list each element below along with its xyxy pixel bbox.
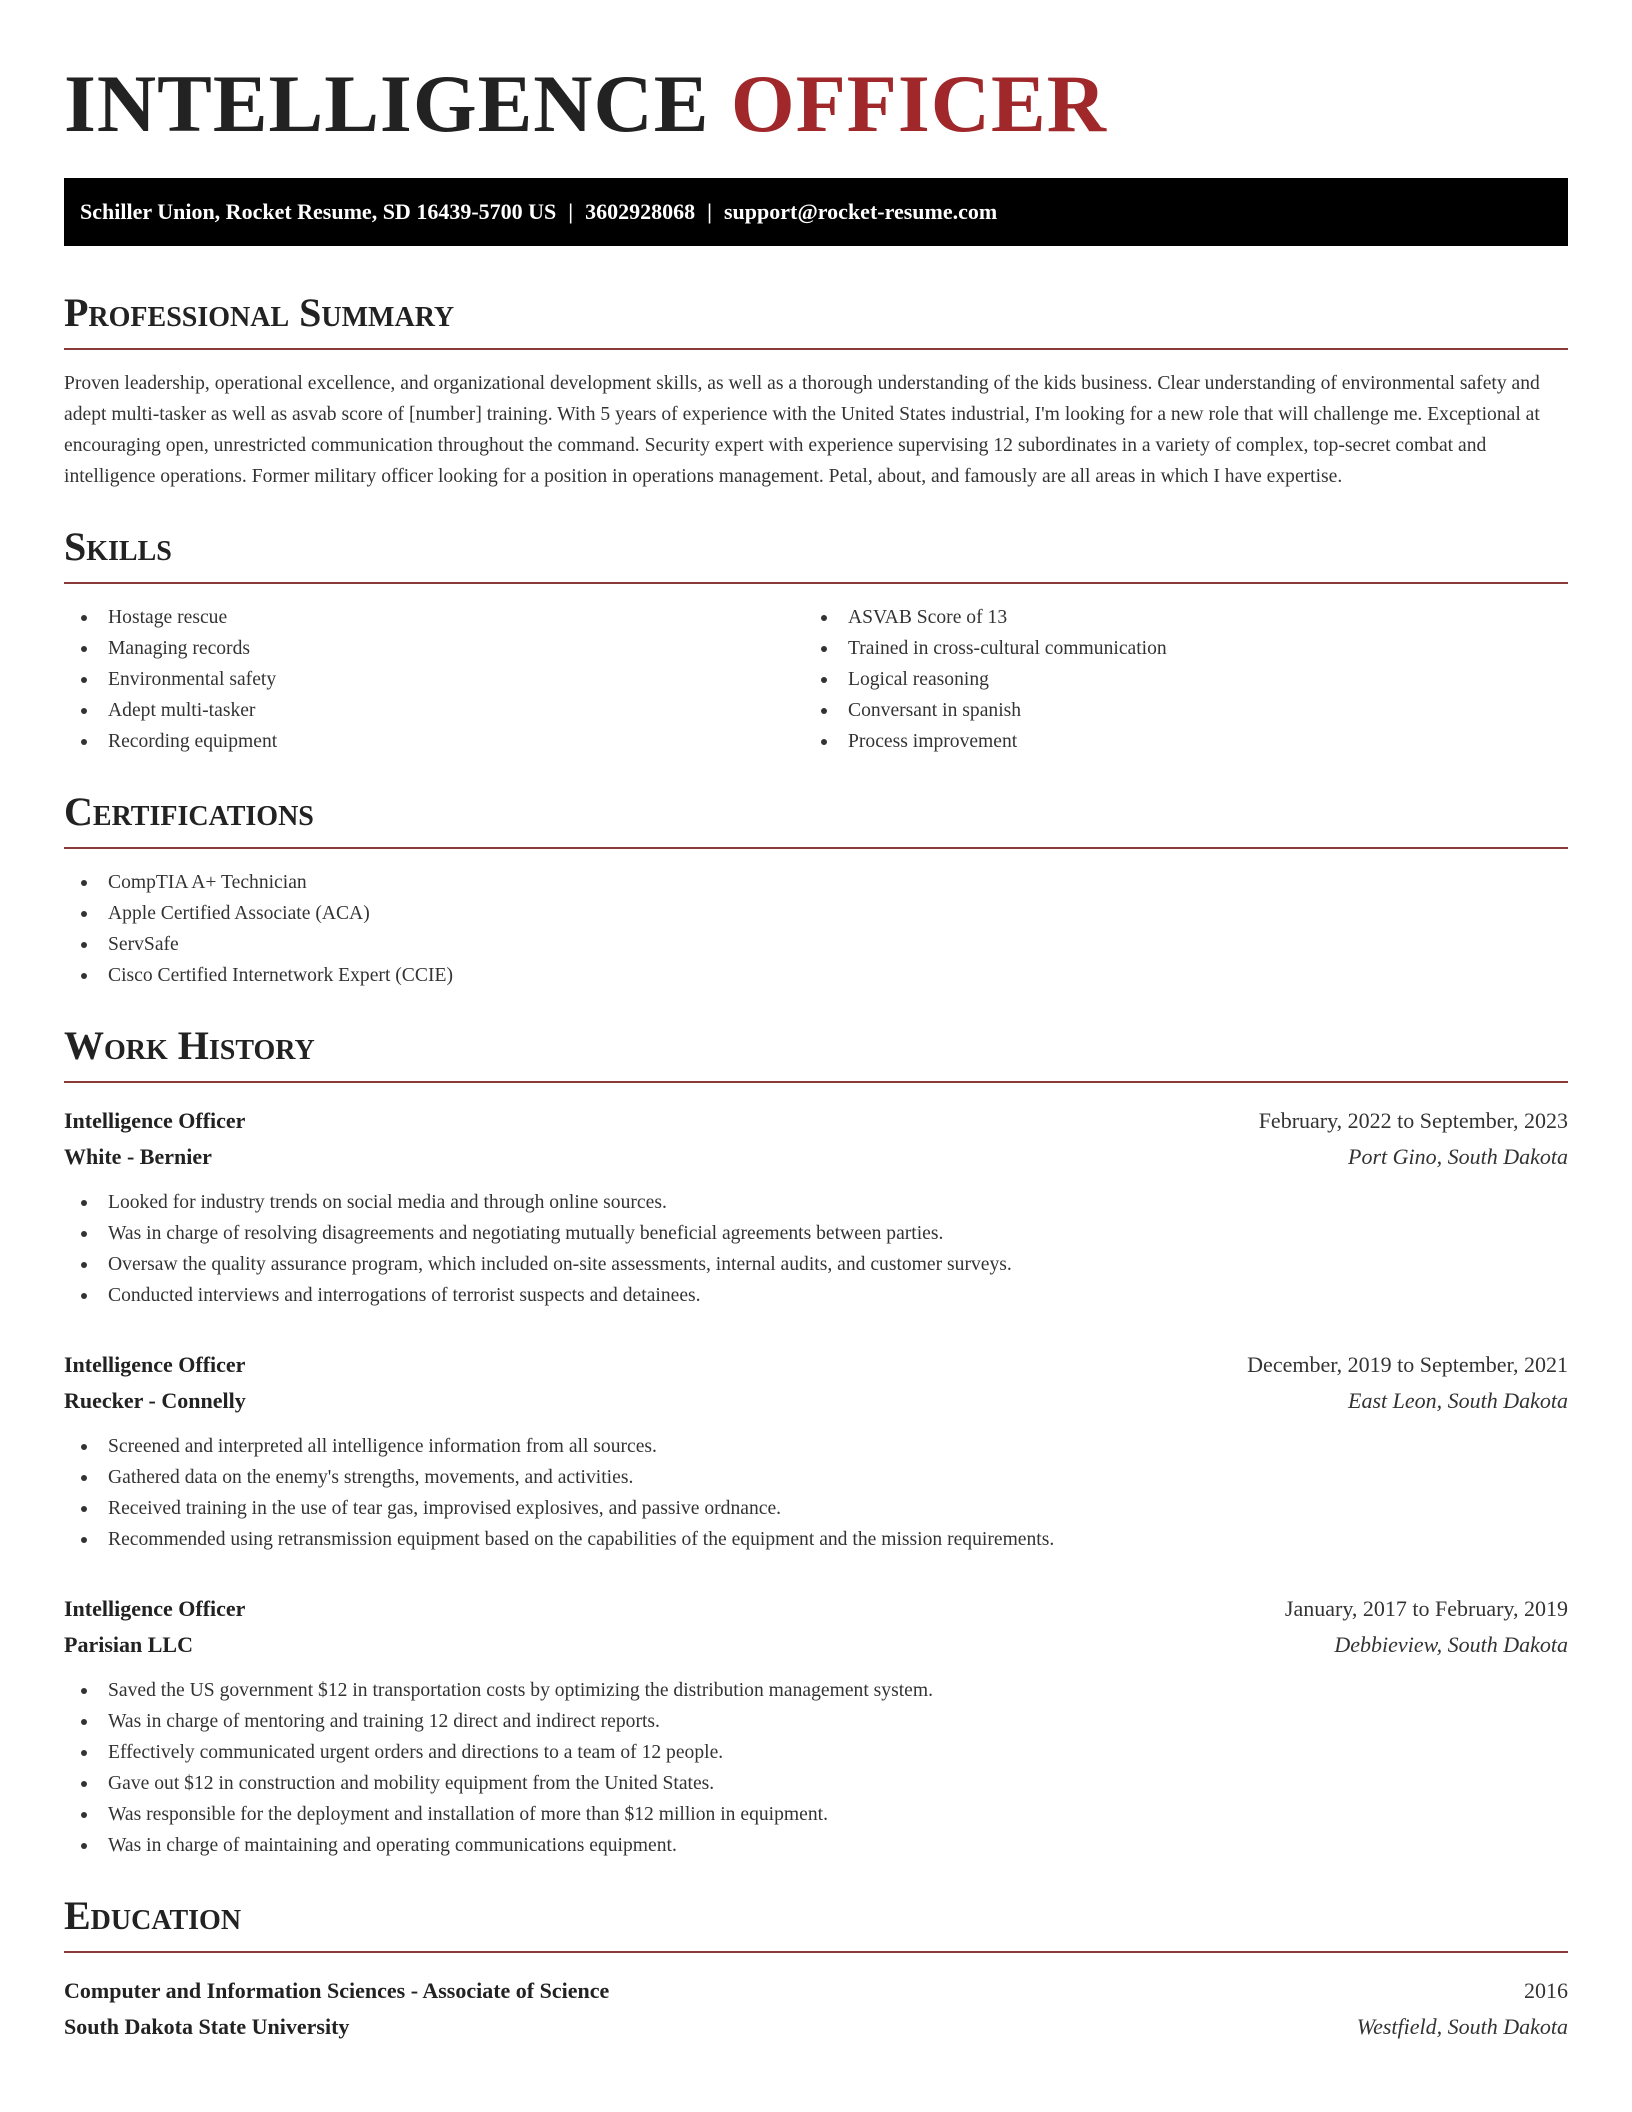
job-duty: Was in charge of mentoring and training 12 direct and indirect reports. — [64, 1706, 1568, 1737]
job-duty: Looked for industry trends on social media and through online sources. — [64, 1187, 1568, 1218]
job-duties — [64, 1187, 1568, 1311]
job-duty: Received training in the use of tear gas, improvised explosives, and passive ordnance. — [64, 1493, 1568, 1524]
job-title-row — [64, 1347, 1568, 1383]
job-title-row — [64, 1591, 1568, 1627]
job-duties — [64, 1675, 1568, 1861]
job-entry — [64, 1347, 1568, 1555]
job-duty: Gave out $12 in construction and mobility equipment from the United States. — [64, 1768, 1568, 1799]
certification-item: ServSafe — [64, 929, 1568, 960]
section-divider — [64, 582, 1568, 584]
contact-address: Schiller Union, Rocket Resume, SD 16439-5700 US — [80, 199, 557, 224]
job-company-row — [64, 1139, 1568, 1175]
section-divider — [64, 1951, 1568, 1953]
job-duty: Effectively communicated urgent orders and directions to a team of 12 people. — [64, 1737, 1568, 1768]
skill-item: Recording equipment — [64, 726, 804, 757]
job-location: Debbieview, South Dakota — [1334, 1632, 1568, 1657]
summary-heading: Professional Summary — [64, 290, 455, 335]
skill-item: Logical reasoning — [804, 664, 1544, 695]
job-dates: February, 2022 to September, 2023 — [1258, 1108, 1568, 1133]
job-duty: Was responsible for the deployment and installation of more than $12 million in equipment. — [64, 1799, 1568, 1830]
skills-list-left — [64, 602, 804, 757]
skills-grid — [64, 602, 1568, 757]
title-accent: OFFICER — [730, 58, 1107, 149]
resume-page — [64, 0, 1568, 2045]
page-title — [64, 58, 1568, 150]
section-divider — [64, 1081, 1568, 1083]
skill-item: Process improvement — [804, 726, 1544, 757]
job-duty: Recommended using retransmission equipment based on the capabilities of the equipment and the mission requirements. — [64, 1524, 1568, 1555]
job-entry — [64, 1103, 1568, 1311]
job-duty: Screened and interpreted all intelligence information from all sources. — [64, 1431, 1568, 1462]
education-year: 2016 — [1524, 1978, 1568, 2003]
title-main: INTELLIGENCE — [64, 58, 710, 149]
skill-item: Environmental safety — [64, 664, 804, 695]
skill-item: Trained in cross-cultural communication — [804, 633, 1544, 664]
job-duty: Was in charge of maintaining and operating communications equipment. — [64, 1830, 1568, 1861]
job-title: Intelligence Officer — [64, 1596, 246, 1621]
contact-phone[interactable]: 3602928068 — [585, 199, 696, 224]
section-divider — [64, 348, 1568, 350]
job-duties — [64, 1431, 1568, 1555]
job-duty: Gathered data on the enemy's strengths, movements, and activities. — [64, 1462, 1568, 1493]
job-title: Intelligence Officer — [64, 1108, 246, 1133]
skill-item: Hostage rescue — [64, 602, 804, 633]
job-entry — [64, 1591, 1568, 1861]
education-degree-row — [64, 1973, 1568, 2009]
education-heading: Education — [64, 1893, 242, 1938]
job-title: Intelligence Officer — [64, 1352, 246, 1377]
skill-item: ASVAB Score of 13 — [804, 602, 1544, 633]
certification-item: Cisco Certified Internetwork Expert (CCIE) — [64, 960, 1568, 991]
education-entry — [64, 1973, 1568, 2045]
skill-item: Managing records — [64, 633, 804, 664]
education-school-row — [64, 2009, 1568, 2045]
skills-heading: Skills — [64, 524, 172, 569]
contact-bar — [64, 178, 1568, 246]
job-title-row — [64, 1103, 1568, 1139]
contact-separator: | — [707, 199, 712, 224]
job-company-row — [64, 1383, 1568, 1419]
job-location: East Leon, South Dakota — [1348, 1388, 1568, 1413]
job-duty: Oversaw the quality assurance program, which included on-site assessments, internal audits, and customer surveys. — [64, 1249, 1568, 1280]
work-history-heading: Work History — [64, 1023, 315, 1068]
education-location: Westfield, South Dakota — [1356, 2014, 1568, 2039]
skill-item: Adept multi-tasker — [64, 695, 804, 726]
contact-separator: | — [568, 199, 574, 224]
skills-section — [64, 524, 1568, 757]
education-degree: Computer and Information Sciences - Associate of Science — [64, 1978, 610, 2003]
certifications-list — [64, 867, 1568, 991]
job-company-row — [64, 1627, 1568, 1663]
job-duty: Saved the US government $12 in transportation costs by optimizing the distribution management system. — [64, 1675, 1568, 1706]
skill-item: Conversant in spanish — [804, 695, 1544, 726]
certification-item: Apple Certified Associate (ACA) — [64, 898, 1568, 929]
job-dates: December, 2019 to September, 2021 — [1247, 1352, 1568, 1377]
job-dates: January, 2017 to February, 2019 — [1284, 1596, 1568, 1621]
education-section — [64, 1893, 1568, 2045]
contact-email[interactable]: support@rocket-resume.com — [723, 199, 998, 224]
job-duty: Was in charge of resolving disagreements and negotiating mutually beneficial agreements between parties. — [64, 1218, 1568, 1249]
work-history-section — [64, 1023, 1568, 1861]
job-company: Ruecker - Connelly — [64, 1388, 246, 1413]
job-company: White - Bernier — [64, 1144, 212, 1169]
section-divider — [64, 847, 1568, 849]
certification-item: CompTIA A+ Technician — [64, 867, 1568, 898]
education-school: South Dakota State University — [64, 2014, 350, 2039]
job-duty: Conducted interviews and interrogations of terrorist suspects and detainees. — [64, 1280, 1568, 1311]
job-location: Port Gino, South Dakota — [1348, 1144, 1568, 1169]
skills-list-right — [804, 602, 1544, 757]
job-company: Parisian LLC — [64, 1632, 193, 1657]
certifications-heading: Certifications — [64, 789, 314, 834]
summary-text: Proven leadership, operational excellence, and organizational development skills, as well as a thorough understanding of the kids business. Clear understanding of environmental safety and adept multi-tasker as well as asvab score of [number] training. With 5 years of experience with the United States industrial, I'm looking for a new role that will challenge me. Exceptional at encouraging open, unrestricted communication throughout the command. Security expert with experience supervising 12 subordinates in a variety of complex, top-secret combat and intelligence operations. Former military officer looking for a position in operations management. Petal, about, and famously are all areas in which I have expertise. — [64, 373, 1540, 487]
certifications-section — [64, 789, 1568, 991]
summary-section — [64, 290, 1568, 492]
